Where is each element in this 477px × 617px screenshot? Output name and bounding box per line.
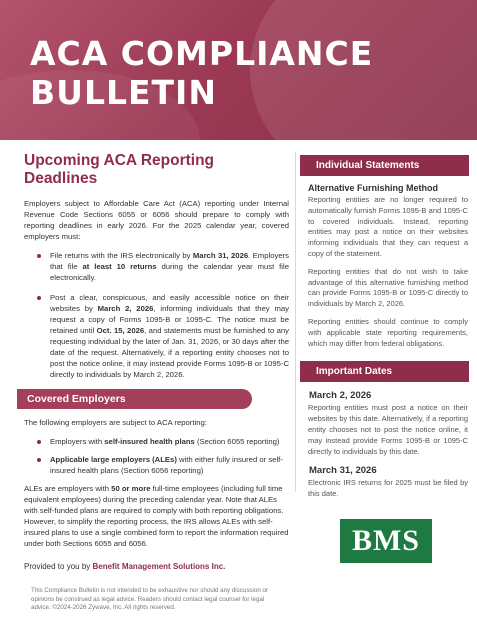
text: Provided to you by <box>24 562 93 571</box>
provided-by <box>24 562 289 571</box>
individual-statements-heading: Individual Statements <box>300 155 469 176</box>
text: Post a clear, conspicuous, and easily accessible notice on their websites by <box>50 293 289 313</box>
list-item <box>17 436 289 447</box>
text: March 2, 2026 <box>97 304 154 313</box>
text: during the calendar year must file electronically. <box>50 262 289 282</box>
text: Applicable large employers (ALEs) <box>50 455 177 464</box>
intro-paragraph: Employers subject to Affordable Care Act (ACA) reporting under Internal Revenue Code Sections 6055 or 6056 should prepare to comply with reporting deadlines in early 2026. For the 2025 calendar year, covered employers must: <box>24 199 289 241</box>
bulletin-title-line1: ACA COMPLIANCE <box>30 34 374 73</box>
text: . Employers that file <box>50 251 289 271</box>
text: ALEs are employers with <box>24 484 112 493</box>
date-text: Electronic IRS returns for 2025 must be filed by this date. <box>308 478 468 499</box>
covered-intro: The following employers are subject to ACA reporting: <box>24 418 207 427</box>
bulletin-title <box>30 34 373 112</box>
date-text: Reporting entities must post a notice on their websites by this date. Alternatively, if a reporting entity chooses not to post the notice online, it may instead provide Forms 1095-B or 1095-C directly to individuals by this date. <box>308 403 468 456</box>
text: full-time employees (including full time equivalent employees) during the preceding calendar year. Note that ALEs with self-funded plans are required to comply with both reporting obligations. However, to simplify the reporting process, the IRS allows ALEs with self-insured plans to use a single combined form to report the information required under both Sections 6055 and 6056. <box>24 484 289 548</box>
date-heading: March 31, 2026 <box>309 465 377 477</box>
logo-text: BMS <box>351 524 420 557</box>
date-heading: March 2, 2026 <box>309 390 372 402</box>
covered-list <box>17 436 289 476</box>
text: 50 or more <box>111 484 151 493</box>
company-name: Benefit Management Solutions Inc. <box>92 562 226 571</box>
list-item <box>17 454 289 476</box>
text: Employers with <box>50 437 105 446</box>
main-heading: Upcoming ACA Reporting Deadlines <box>24 152 215 187</box>
list-item <box>17 292 289 380</box>
main-column <box>17 152 289 613</box>
disclaimer: This Compliance Bulletin is not intended to be exhaustive nor should any discussion or opinions be construed as legal advice. Readers should contact legal counsel for legal advice. ©2024-2026 Zywave, Inc. All rights reserved. <box>31 587 268 611</box>
text: , informing individuals that they may request a copy of Forms 1095-B or 1095-C. The notice must be retained until <box>50 304 289 335</box>
text: at least 10 returns <box>82 262 157 271</box>
important-dates-heading: Important Dates <box>300 361 469 382</box>
text: , and statements must be furnished to any requesting individual by the later of Jan. 31, 2026, or 30 days after the date of the request. Alternatively, if a reporting entity chooses not to post the notice online, it may instead provide Forms 1095-B or 1095-C directly to individuals by March 2, 2026. <box>50 326 290 379</box>
bms-logo <box>340 519 432 563</box>
sidebar <box>300 155 469 500</box>
alt-method-p3: Reporting entities should continue to comply with applicable state reporting requirements, which may differ from federal obligations. <box>308 316 468 348</box>
deadline-list <box>17 250 289 380</box>
alt-method-p2: Reporting entities that do not wish to take advantage of this alternative furnishing method can provide Forms 1095-B or 1095-C directly to individuals by March 2, 2026. <box>308 266 468 309</box>
covered-employers-heading: Covered Employers <box>17 389 252 409</box>
text: File returns with the IRS electronically by <box>50 251 193 260</box>
alt-method-p1: Reporting entities are no longer required to automatically furnish Forms 1095-B and 1095-C to covered individuals. Instead, reporting entities may post a notice on their websites informing individuals that they can request a copy of the statement. <box>308 195 468 258</box>
text: March 31, 2026 <box>192 251 249 260</box>
text: (Section 6055 reporting) <box>194 437 280 446</box>
list-item <box>17 250 289 283</box>
alt-method-heading: Alternative Furnishing Method <box>308 183 439 193</box>
ale-paragraph <box>24 483 289 549</box>
text: self-insured health plans <box>104 437 195 446</box>
column-divider <box>295 152 296 492</box>
header-banner <box>0 0 477 140</box>
bulletin-title-line2: BULLETIN <box>30 73 217 112</box>
text: with either fully insured or self-insured health plans (Section 6056 reporting) <box>50 455 283 475</box>
text: Oct. 15, 2026 <box>96 326 145 335</box>
